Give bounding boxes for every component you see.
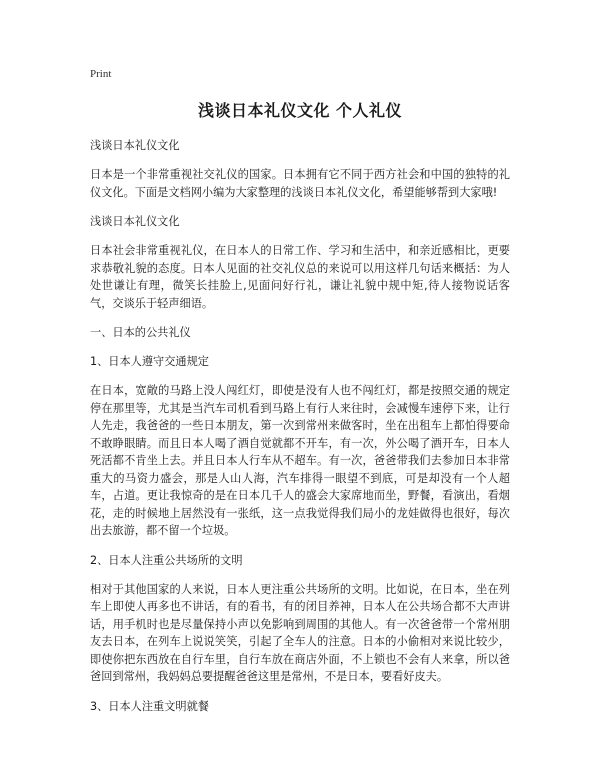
public-manners-paragraph: 相对于其他国家的人来说，日本人更注重公共场所的文明。比如说，在日本，坐在列车上即使人再多也不讲话，有的看书，有的闭目养神，日本人在公共场合都不大声讲话，用手机时也是尽量保持小声以免影响到周围的其他人。有一次爸爸带一个常州朋友去日本，在列车上说说笑笑，引起了全车人的注意。日本的小偷相对来说比较少，即使你把东西放在自行车里，自行车放在商店外面，不上锁也不会有人来拿，所以爸爸回到常州，我妈妈总要提醒爸爸这里是常州，不是日本，要看好皮夫。 xyxy=(90,582,510,683)
summary-paragraph: 日本社会非常重视礼仪，在日本人的日常工作、学习和生活中，和亲近感相比，更要求恭敬礼貌的态度。日本人见面的社交礼仪总的来说可以用这样几句话来概括：为人处世谦让有理，微笑长挂脸上,见面问好行礼，谦让礼貌中规中矩,待人接物说话客气，交谈乐于轻声细语。 xyxy=(90,244,510,310)
subsection-heading: 1、日本人遵守交通规定 xyxy=(90,355,209,368)
document-title: 浅谈日本礼仪文化 个人礼仪 xyxy=(197,101,403,120)
subsection-heading: 3、日本人注重文明就餐 xyxy=(90,699,209,713)
traffic-paragraph: 在日本，宽敞的马路上没人闯红灯，即使是没有人也不闯红灯，都是按照交通的规定停在那里等，尤其是当汽车司机看到马路上有行人来往时，会减慢车速停下来，让行人先走，我爸爸的一些日本朋友，第一次到常州来做客时，坐在出租车上都怕得要命不敢睁眼睛。而且日本人喝了酒自觉就都不开车，有一次，外公喝了酒开车，日本人死活都不肯坐上去。并且日本人行车从不超车。有一次，爸爸带我们去参加日本非常重大的马资力盛会，那是人山人海，汽车排得一眼望不到底，可是却没有一个人超车，占道。更让我惊奇的是在日本几千人的盛会大家席地而坐，野餐，看演出，看烟花，走的时候地上居然没有一张纸，这一点我觉得我们局小的龙娃做得也很好，每次出去旅游，都不留一个垃圾。 xyxy=(90,384,510,537)
intro-paragraph: 日本是一个非常重视社交礼仪的国家。日本拥有它不同于西方社会和中国的独特的礼仪文化。下面是文档网小编为大家整理的浅谈日本礼仪文化，希望能够帮到大家哦! xyxy=(90,168,510,199)
section-heading: 浅谈日本礼仪文化 xyxy=(90,215,180,228)
subsection-heading: 2、日本人注重公共场所的文明 xyxy=(90,553,243,567)
chapter-heading: 一、日本的公共礼仪 xyxy=(90,326,191,339)
print-label: Print xyxy=(90,68,112,80)
section-heading: 浅谈日本礼仪文化 xyxy=(90,139,180,152)
